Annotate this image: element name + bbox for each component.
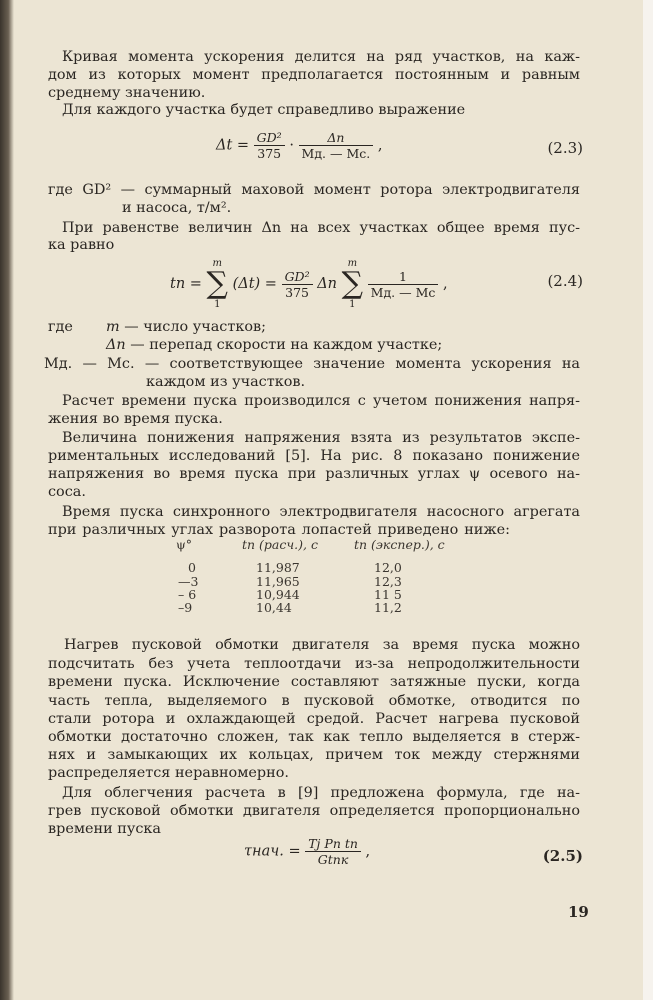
definition-symbol: m — число участков; [106,319,266,335]
text-line: риментальных исследований [5]. На рис. 8 показано понижение [48,448,580,464]
equation-2-3: Δt = $\frac{\text{GD²}}{375}$ · $\frac{\Delta n}{Mд. — Mс.}$ , [216,130,383,161]
text-line: часть тепла, выделяемого в пусковой обмотке, отводится по [48,693,580,709]
fraction: $\frac{\text{GD²}}{375}$ [254,130,285,161]
text-line: Величина понижения напряжения взята из результатов экспе- [62,430,580,446]
text-line: Для облегчения расчета в [9] предложена формула, где на- [62,785,580,801]
text-line: распределяется неравномерно. [48,765,289,781]
sum-sign: m ∑ 1 [341,258,364,310]
table-header: tп (экспер.), с [354,537,445,552]
table-cell: 11,2 [374,600,402,615]
equation-number: (2.5) [542,847,583,865]
text-line: ка равно [48,237,115,253]
text-line: при различных углах разворота лопастей приведено ниже: [48,522,510,538]
text-line: грев пусковой обмотки двигателя определяется пропорционально [48,803,580,819]
text-line: и насоса, т/м². [122,200,232,216]
page-number: 19 [568,903,589,921]
text-line: времени пуска. Исключение составляют затяжные пуски, когда [48,674,580,690]
eq-lhs: Δt = [216,137,250,154]
text-line: Расчет времени пуска производился с учетом понижения напря- [62,393,580,409]
text-line: времени пуска [48,821,161,837]
equation-2-5: τнач. = $\frac{\text{Tj Pп tп}}{\text{Gtпк}}$ , [244,836,371,867]
table-cell: 12,3 [374,574,402,589]
table-header: ψ° [176,537,193,552]
text-line: среднему значению. [48,85,206,101]
fraction: $\frac{1}{Mд. — Mс}$ [368,269,439,300]
fraction: $\frac{\Delta n}{Mд. — Mс.}$ [299,130,374,161]
text-line: каждом из участков. [146,374,306,390]
text-line: жения во время пуска. [48,411,223,427]
table-header: tп (расч.), с [242,537,318,552]
table-cell: 11 5 [374,587,402,602]
page-edge [643,0,653,1000]
table-cell: 12,0 [374,560,402,575]
equation-number: (2.3) [547,139,583,157]
table-cell: – 6 [178,587,197,602]
table-cell: –9 [178,600,193,615]
text-line: Кривая момента ускорения делится на ряд участков, на каж- [62,49,580,65]
definition-symbol: Mд. — Mс. — соответствующее значение момента ускорения на [44,356,581,372]
text-line: При равенстве величин Δn на всех участках общее время пус- [62,220,580,236]
definition-label: где [48,319,73,335]
text-line: напряжения во время пуска при различных углах ψ осевого на- [48,466,580,482]
text-line: стали ротора и охлаждающей средой. Расчет нагрева пусковой [48,711,580,727]
table-cell: —3 [178,574,199,589]
text-line: нях и замыкающих их кольцах, причем ток между стержнями [48,747,580,763]
text-line: обмотки достаточно сложен, так как тепло выделяется в стерж- [48,729,580,745]
equation-number: (2.4) [547,272,583,290]
table-cell: 10,44 [256,600,292,615]
table-cell: 10,944 [256,587,300,602]
sum-sign: m ∑ 1 [206,258,228,310]
text-line: соса. [48,484,86,500]
text-line: подсчитать без учета теплоотдачи из-за непродолжительности [48,656,580,672]
table-cell: 0 [188,560,196,575]
table-cell: 11,987 [256,560,300,575]
fraction: $\frac{\text{GD²}}{375}$ [282,269,313,300]
text-line: Время пуска синхронного электродвигателя насосного агрегата [62,504,580,520]
fraction: $\frac{\text{Tj Pп tп}}{\text{Gtпк}}$ [305,836,361,867]
definition-symbol: Δn — перепад скорости на каждом участке; [106,337,443,353]
book-spine-shadow [0,0,14,1000]
table-cell: 11,965 [256,574,300,589]
text-line: дом из которых момент предполагается постоянным и равным [48,67,580,83]
text-line: Для каждого участка будет справедливо выражение [62,102,466,118]
text-line: где GD² — суммарный маховой момент ротора электродвигателя [48,182,580,198]
equation-2-4: tп = m ∑ 1 (Δt) = $\frac{\text{GD²}}{375}$ Δn m ∑ 1 $\frac{1}{Mд. — Mс}$ , [170,258,448,310]
text-line: Нагрев пусковой обмотки двигателя за время пуска можно [64,637,580,653]
